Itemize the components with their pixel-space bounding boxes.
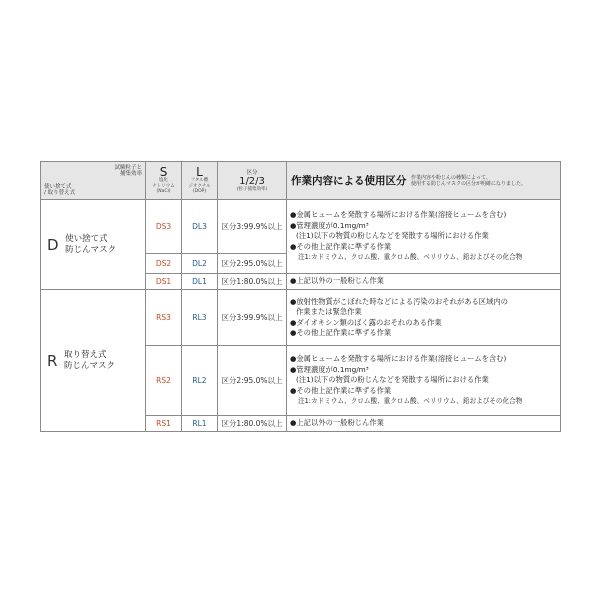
s-code-cell: DS2 [146, 254, 182, 274]
l-code-cell: RL3 [182, 290, 218, 346]
l-column-header: L フタル酸 ジオクチル (DOP) [182, 162, 218, 200]
table-row [41, 200, 561, 254]
l-code-cell: DL2 [182, 254, 218, 274]
test-particle-label: 試験粒子と 捕集効率 [114, 165, 142, 177]
table-row [41, 290, 561, 346]
type-name: 取り替え式 防じんマスク [63, 349, 115, 371]
usage-cell: ●上記以外の一般粉じん作業 [287, 274, 561, 290]
s-code-cell: DS1 [146, 274, 182, 290]
diagonal-header-cell [41, 162, 146, 200]
usage-column-header [287, 162, 561, 200]
disposable-mask-type-cell [41, 200, 146, 290]
l-code-cell: DL1 [182, 274, 218, 290]
efficiency-cell: 区分2:95.0%以上 [218, 254, 287, 274]
efficiency-cell: 区分3:99.9%以上 [218, 200, 287, 254]
usage-cell: ●金属ヒュームを発散する場所における作業(溶接ヒュームを含む) ●管理濃度が0.1mg/m³ (注1)以下の物質の粉じんなどを発散する場所における作業 ●その他上記作業に準ずる作業 注1:カドミウム、クロム酸、重クロム酸、ベリリウム、鉛およびその化合物 [287, 200, 561, 274]
s-code-cell: RS2 [146, 346, 182, 416]
replaceable-mask-type-cell [41, 290, 146, 432]
mask-type-label: 使い捨て式 / 取り替え式 [44, 184, 76, 196]
efficiency-cell: 区分1:80.0%以上 [218, 416, 287, 432]
l-code-cell: DL3 [182, 200, 218, 254]
class-column-header: 区分 1/2/3 (粒子捕集効率) [218, 162, 287, 200]
table-header-row [41, 162, 561, 200]
usage-note: 作業内容や粉じんの種類によって、 使用する防じんマスクの区分が明確になりました。 [411, 174, 527, 187]
s-code-cell: RS3 [146, 290, 182, 346]
dust-mask-class-table [40, 161, 561, 432]
efficiency-cell: 区分2:95.0%以上 [218, 346, 287, 416]
s-column-header: S 塩化 ナトリウム (NaCl) [146, 162, 182, 200]
s-code-cell: RS1 [146, 416, 182, 432]
usage-cell: ●金属ヒュームを発散する場所における作業(溶接ヒュームを含む) ●管理濃度が0.1mg/m³ (注1)以下の物質の粉じんなどを発散する場所における作業 ●その他上記作業に準ずる作業 注1:カドミウム、クロム酸、重クロム酸、ベリリウム、鉛およびその化合物 [287, 346, 561, 416]
usage-title: 作業内容による使用区分 [291, 175, 407, 187]
l-code-cell: RL1 [182, 416, 218, 432]
efficiency-cell: 区分3:99.9%以上 [218, 290, 287, 346]
s-code-cell: DS3 [146, 200, 182, 254]
type-letter: D [47, 235, 59, 254]
efficiency-cell: 区分1:80.0%以上 [218, 274, 287, 290]
usage-cell: ●放射性物質がこぼれた時などによる汚染のおそれがある区域内の 作業または緊急作業 ●ダイオキシン類のばく露のおそれのある作業 ●その他上記作業に準ずる作業 [287, 290, 561, 346]
usage-cell: ●上記以外の一般粉じん作業 [287, 416, 561, 432]
l-code-cell: RL2 [182, 346, 218, 416]
type-name: 使い捨て式 防じんマスク [65, 233, 117, 255]
type-letter: R [47, 351, 58, 370]
